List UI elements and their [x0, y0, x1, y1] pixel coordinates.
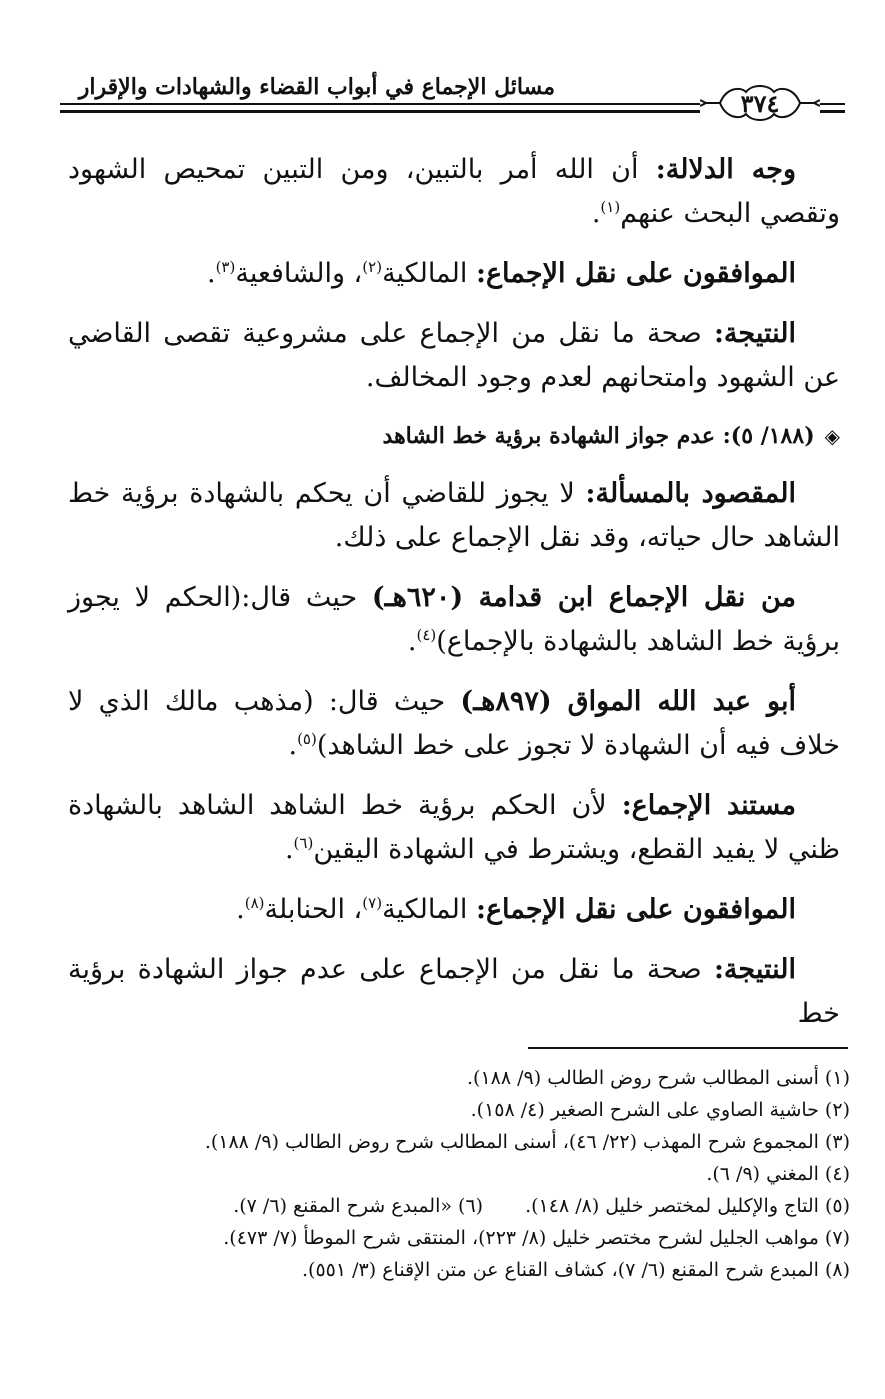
footnote-ref[interactable]: (٧) [362, 894, 383, 912]
paragraph-lead: النتيجة: [713, 318, 796, 349]
section-heading-text: (١٨٨/ ٥): عدم جواز الشهادة برؤية خط الشاهد [382, 423, 815, 449]
paragraph-text: حيث قال:(الحكم لا يجوز برؤية خط الشاهد بالشهادة بالإجماع) [68, 582, 840, 657]
footnote-item: (١) أسنى المطالب شرح روض الطالب (٩/ ١٨٨). [467, 1067, 850, 1089]
section-heading [68, 416, 840, 456]
paragraph-text: صحة ما نقل من الإجماع على مشروعية تقصى القاضي عن الشهود وامتحانهم لعدم وجود المخالف. [68, 318, 840, 393]
paragraph-evidence [68, 148, 840, 236]
paragraph-text: صحة ما نقل من الإجماع على عدم جواز الشهادة برؤية خط [68, 954, 840, 1029]
footnote-separator [528, 1047, 848, 1049]
footnote-ref[interactable]: (٣) [215, 258, 236, 276]
page-header [60, 60, 845, 130]
footnote-ref[interactable]: (١) [600, 198, 621, 216]
paragraph-tail: . [591, 198, 601, 229]
paragraph-lead: من نقل الإجماع ابن قدامة (٦٢٠هـ) [371, 582, 796, 613]
header-rule-right-top [820, 103, 845, 105]
paragraph-text: ، الحنابلة [264, 894, 363, 925]
paragraph-lead: الموافقون على نقل الإجماع: [475, 894, 796, 925]
paragraph-lead: وجه الدلالة: [655, 154, 796, 185]
page-number-ornament [700, 80, 820, 126]
footnote-item: (٥) التاج والإكليل لمختصر خليل (٨/ ١٤٨). [525, 1195, 850, 1217]
paragraph-lead: مستند الإجماع: [621, 790, 797, 821]
diamond-icon: ◈ [824, 424, 840, 448]
footnote-ref[interactable]: (٢) [362, 258, 383, 276]
footnote-ref[interactable]: (٦) [293, 834, 314, 852]
paragraph-text: أن الله أمر بالتبين، ومن التبين تمحيص الشهود وتقصي البحث عنهم [68, 154, 840, 229]
paragraph-tail: . [284, 834, 294, 865]
footnote-ref[interactable]: (٨) [244, 894, 265, 912]
footnote-ref[interactable]: (٥) [297, 730, 317, 748]
running-title: مسائل الإجماع في أبواب القضاء والشهادات والإقرار [78, 74, 555, 100]
paragraph-agreeing [68, 252, 840, 296]
page-number: ٣٧٤ [740, 88, 780, 118]
footnote-ref[interactable]: (٤) [416, 626, 437, 644]
paragraph-tail: . [206, 258, 216, 289]
header-rule-right-bottom [820, 110, 845, 113]
footnote-item-pair [80, 1190, 850, 1222]
paragraph-lead: الموافقون على نقل الإجماع: [475, 258, 796, 289]
paragraph-tail: . [288, 730, 298, 761]
header-rule-bottom [60, 110, 700, 113]
paragraph-lead: النتيجة: [713, 954, 796, 985]
footnote-item: (٣) المجموع شرح المهذب (٢٢/ ٤٦)، أسنى المطالب شرح روض الطالب (٩/ ١٨٨). [204, 1131, 850, 1153]
paragraph-intent [68, 472, 840, 560]
paragraph-tail: . [407, 626, 417, 657]
paragraph-text: لأن الحكم برؤية خط الشاهد الشاهد بالشهادة ظني لا يفيد القطع، ويشترط في الشهادة اليقين [68, 790, 840, 865]
paragraph-text: المالكية [382, 258, 476, 289]
footnote-item: (٧) مواهب الجليل لشرح مختصر خليل (٨/ ٢٢٣)، المنتقى شرح الموطأ (٧/ ٤٧٣). [223, 1227, 850, 1249]
paragraph-agreeing-2 [68, 888, 840, 932]
footnote-item: (٦) «المبدع شرح المقنع (٦/ ٧). [233, 1195, 484, 1217]
paragraph-result-2 [68, 948, 840, 1036]
paragraph-lead: المقصود بالمسألة: [585, 478, 797, 509]
paragraph-result [68, 312, 840, 400]
header-rule-top [60, 103, 700, 105]
footnote-item: (٢) حاشية الصاوي على الشرح الصغير (٤/ ١٥٨). [470, 1099, 850, 1121]
footnote-item: (٨) المبدع شرح المقنع (٦/ ٧)، كشاف القناع عن متن الإقناع (٣/ ٥٥١). [302, 1259, 850, 1281]
main-text [68, 148, 840, 1052]
paragraph-text: ، والشافعية [235, 258, 363, 289]
paragraph-text: المالكية [382, 894, 476, 925]
paragraph-tail: . [236, 894, 245, 925]
paragraph-text: لا يجوز للقاضي أن يحكم بالشهادة برؤية خط الشاهد حال حياته، وقد نقل الإجماع على ذلك. [68, 478, 840, 553]
paragraph-ibn-qudama [68, 576, 840, 664]
footnotes [80, 1062, 850, 1286]
paragraph-mawwaq [68, 680, 840, 768]
footnote-item: (٤) المغني (٩/ ٦). [706, 1163, 850, 1185]
paragraph-text: حيث قال: (مذهب مالك الذي لا خلاف فيه أن الشهادة لا تجوز على خط الشاهد) [68, 686, 840, 761]
paragraph-basis [68, 784, 840, 872]
paragraph-lead: أبو عبد الله المواق (٨٩٧هـ) [460, 686, 796, 717]
